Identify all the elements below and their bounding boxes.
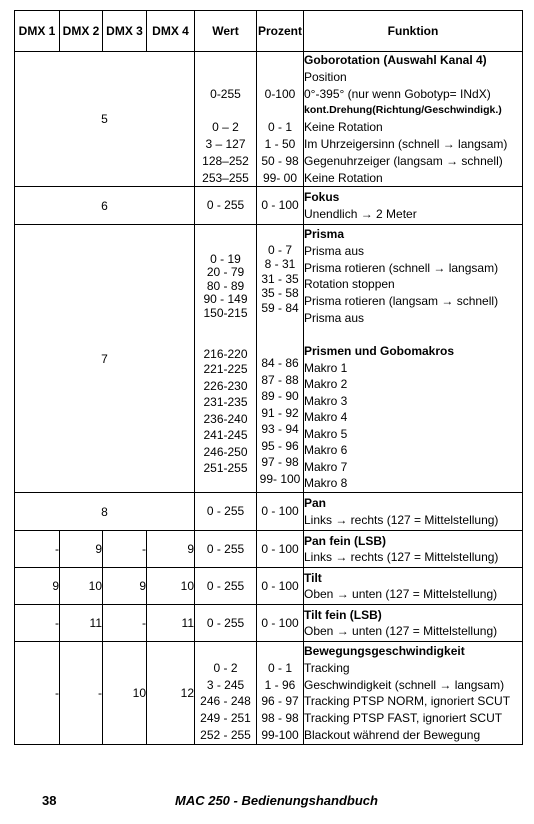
dmx4-cell: 12: [147, 642, 195, 745]
dmx2-cell: 11: [60, 605, 103, 642]
value-cell: 0 - 255: [195, 605, 257, 642]
percent-cell: 0 - 1 1 - 96 96 - 97 98 - 98 99-100: [257, 642, 304, 745]
table-header-row: [15, 11, 523, 52]
dmx1-cell: -: [15, 642, 60, 745]
function-cell: Fokus Unendlich → 2 Meter: [304, 187, 523, 225]
dmx2-cell: -: [60, 642, 103, 745]
dmx2-cell: 10: [60, 568, 103, 605]
dmx4-cell: 10: [147, 568, 195, 605]
dmx4-cell: 11: [147, 605, 195, 642]
table-row-pan: [15, 493, 523, 531]
function-title: Prisma: [304, 227, 345, 242]
dmx2-cell: 9: [60, 531, 103, 568]
channel-number: 8: [15, 493, 195, 531]
function-cell: Pan Links → rechts (127 = Mittelstellung): [304, 493, 523, 531]
table-row-pan-fein: [15, 531, 523, 568]
percent-cell: 0 - 100: [257, 605, 304, 642]
function-subtitle: Prismen und Gobomakros: [304, 343, 455, 358]
function-title: Pan: [304, 496, 327, 511]
value-cell: 0-255 0 – 2 3 – 127 128–252 253–255: [195, 52, 257, 187]
dmx1-cell: -: [15, 531, 60, 568]
percent-cell: 0 - 100: [257, 187, 304, 225]
percent-cell: 0-100 0 - 1 1 - 50 50 - 98 99- 00: [257, 52, 304, 187]
header-wert: Wert: [195, 11, 257, 52]
function-cell: Pan fein (LSB) Links → rechts (127 = Mittelstellung): [304, 531, 523, 568]
value-cell: 0 - 255: [195, 187, 257, 225]
table-row-tilt-fein: [15, 605, 523, 642]
manual-title: MAC 250 - Bedienungshandbuch: [175, 793, 378, 808]
header-dmx1: DMX 1: [15, 11, 60, 52]
header-dmx3: DMX 3: [103, 11, 147, 52]
value-cell: 0 - 255: [195, 568, 257, 605]
function-title: Bewegungsgeschwindigkeit: [304, 643, 465, 658]
dmx3-cell: -: [103, 605, 147, 642]
table-row-fokus: [15, 187, 523, 225]
header-prozent: Prozent: [257, 11, 304, 52]
table-row-tilt: [15, 568, 523, 605]
dmx3-cell: -: [103, 531, 147, 568]
dmx-channel-table: [14, 10, 523, 745]
function-title: Fokus: [304, 190, 340, 205]
channel-number: 6: [15, 187, 195, 225]
table-row-prisma: [15, 225, 523, 493]
function-title: Tilt fein (LSB): [304, 607, 382, 622]
dmx4-cell: 9: [147, 531, 195, 568]
dmx1-cell: 9: [15, 568, 60, 605]
header-dmx2: DMX 2: [60, 11, 103, 52]
header-funktion: Funktion: [304, 11, 523, 52]
function-cell: Goborotation (Auswahl Kanal 4) Position 0°-395° (nur wenn Gobotyp= INdX) kont.Drehung(Richtung/Geschwindigk.) Keine Rotation Im Uhrzeigersinn (schnell → langsam) Gegenuhrzeiger (langsam → schnell) Keine Rotation: [304, 52, 523, 187]
table-row-goborotation: [15, 52, 523, 187]
function-cell: Bewegungsgeschwindigkeit Tracking Geschwindigkeit (schnell → langsam) Tracking PTSP NORM, ignoriert SCUT Tracking PTSP FAST, ignoriert SCUT Blackout während der Bewegung: [304, 642, 523, 745]
function-title: Goborotation (Auswahl Kanal 4): [304, 53, 487, 67]
function-cell: Tilt fein (LSB) Oben → unten (127 = Mittelstellung): [304, 605, 523, 642]
table-row-bewegungsgeschwindigkeit: [15, 642, 523, 745]
dmx3-cell: 9: [103, 568, 147, 605]
dmx1-cell: -: [15, 605, 60, 642]
page-number: 38: [42, 793, 57, 808]
function-cell: Tilt Oben → unten (127 = Mittelstellung): [304, 568, 523, 605]
channel-number: 5: [15, 52, 195, 187]
percent-cell: 0 - 100: [257, 531, 304, 568]
value-cell: 0 - 19 20 - 79 80 - 89 90 - 149 150-215 216-220 221-225 226-230 231-235 236-240 241-245 246-250 251-255: [195, 225, 257, 493]
percent-cell: 0 - 100: [257, 493, 304, 531]
value-cell: 0 - 255: [195, 493, 257, 531]
header-dmx4: DMX 4: [147, 11, 195, 52]
function-cell: Prisma Prisma aus Prisma rotieren (schnell → langsam) Rotation stoppen Prisma rotieren (langsam → schnell) Prisma aus Prismen und Gobomakros Makro 1 Makro 2 Makro 3 Makro 4 Makro 5 Makro 6 Makro 7 Makro 8: [304, 225, 523, 493]
function-title: Pan fein (LSB): [304, 533, 387, 548]
dmx3-cell: 10: [103, 642, 147, 745]
value-cell: 0 - 2 3 - 245 246 - 248 249 - 251 252 - 255: [195, 642, 257, 745]
value-cell: 0 - 255: [195, 531, 257, 568]
channel-number: 7: [15, 225, 195, 493]
percent-cell: 0 - 7 8 - 31 31 - 35 35 - 58 59 - 84 84 - 86 87 - 88 89 - 90 91 - 92 93 - 94 95 - 96 97 - 98 99- 100: [257, 225, 304, 493]
function-title: Tilt: [304, 570, 322, 585]
percent-cell: 0 - 100: [257, 568, 304, 605]
